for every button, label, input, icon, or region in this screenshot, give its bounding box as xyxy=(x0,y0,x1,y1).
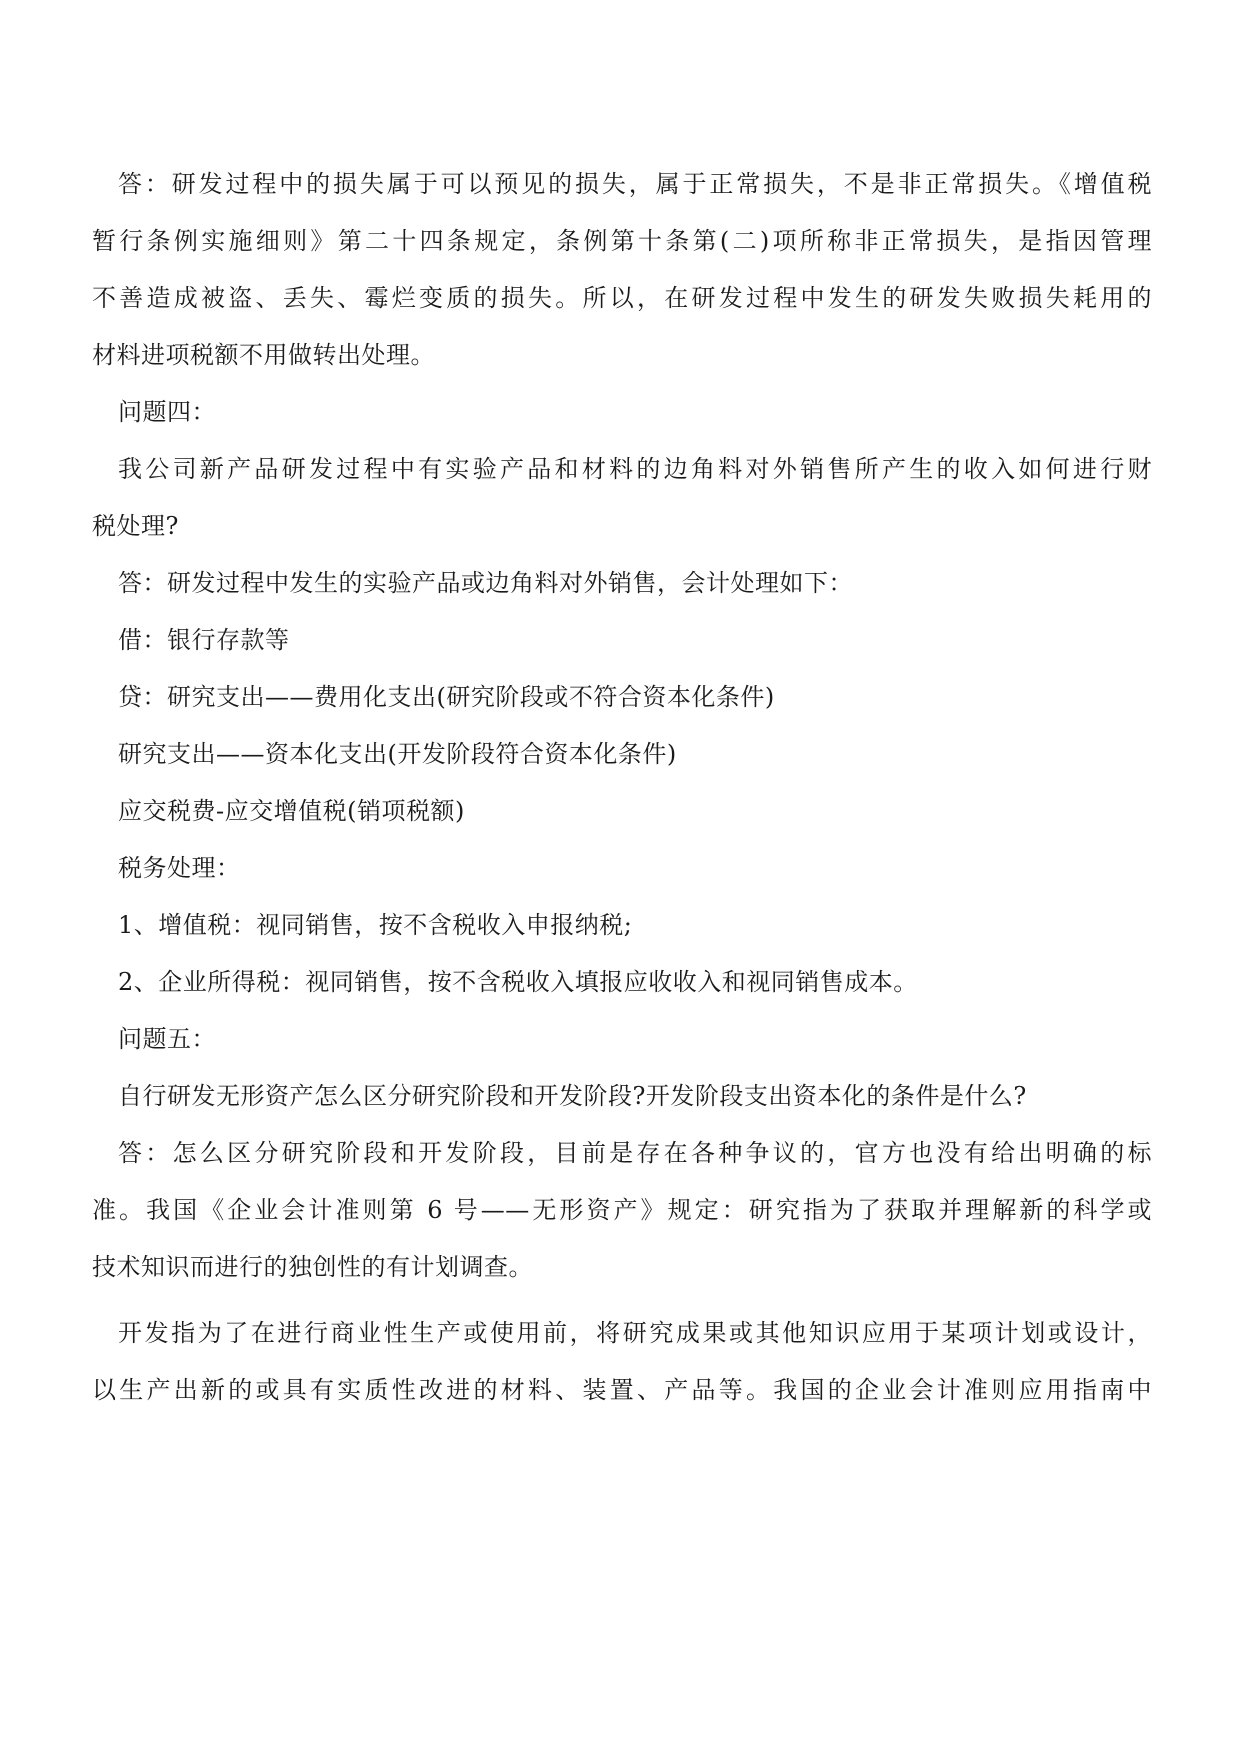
text-line: 暂行条例实施细则》第二十四条规定，条例第十条第(二)项所称非正常损失，是指因管理 xyxy=(92,227,1152,255)
text-line: 自行研发无形资产怎么区分研究阶段和开发阶段?开发阶段支出资本化的条件是什么? xyxy=(118,1082,1027,1110)
text-line: 应交税费-应交增值税(销项税额) xyxy=(118,797,465,825)
text-line: 准。我国《企业会计准则第 6 号——无形资产》规定：研究指为了获取并理解新的科学或 xyxy=(92,1196,1152,1224)
text-line: 借：银行存款等 xyxy=(118,626,290,654)
text-line: 答：研发过程中的损失属于可以预见的损失，属于正常损失，不是非正常损失。《增值税 xyxy=(118,170,1152,198)
text-line: 开发指为了在进行商业性生产或使用前，将研究成果或其他知识应用于某项计划或设计， xyxy=(118,1319,1152,1347)
text-line: 研究支出——资本化支出(开发阶段符合资本化条件) xyxy=(118,740,677,768)
text-line: 1、增值税：视同销售，按不含税收入申报纳税; xyxy=(118,911,633,939)
text-line: 技术知识而进行的独创性的有计划调查。 xyxy=(92,1253,533,1281)
text-line: 以生产出新的或具有实质性改进的材料、装置、产品等。我国的企业会计准则应用指南中 xyxy=(92,1376,1152,1404)
question-heading: 问题四： xyxy=(118,398,216,426)
text-line: 答：研发过程中发生的实验产品或边角料对外销售，会计处理如下： xyxy=(118,569,853,597)
text-line: 材料进项税额不用做转出处理。 xyxy=(92,341,435,369)
text-line: 税处理? xyxy=(92,512,179,540)
text-line: 我公司新产品研发过程中有实验产品和材料的边角料对外销售所产生的收入如何进行财 xyxy=(118,455,1152,483)
question-heading: 问题五： xyxy=(118,1025,216,1053)
text-line: 税务处理： xyxy=(118,854,241,882)
text-line: 答：怎么区分研究阶段和开发阶段，目前是存在各种争议的，官方也没有给出明确的标 xyxy=(118,1139,1152,1167)
text-line: 2、企业所得税：视同销售，按不含税收入填报应收收入和视同销售成本。 xyxy=(118,968,918,996)
text-line: 贷：研究支出——费用化支出(研究阶段或不符合资本化条件) xyxy=(118,683,775,711)
text-line: 不善造成被盗、丢失、霉烂变质的损失。所以，在研发过程中发生的研发失败损失耗用的 xyxy=(92,284,1152,312)
